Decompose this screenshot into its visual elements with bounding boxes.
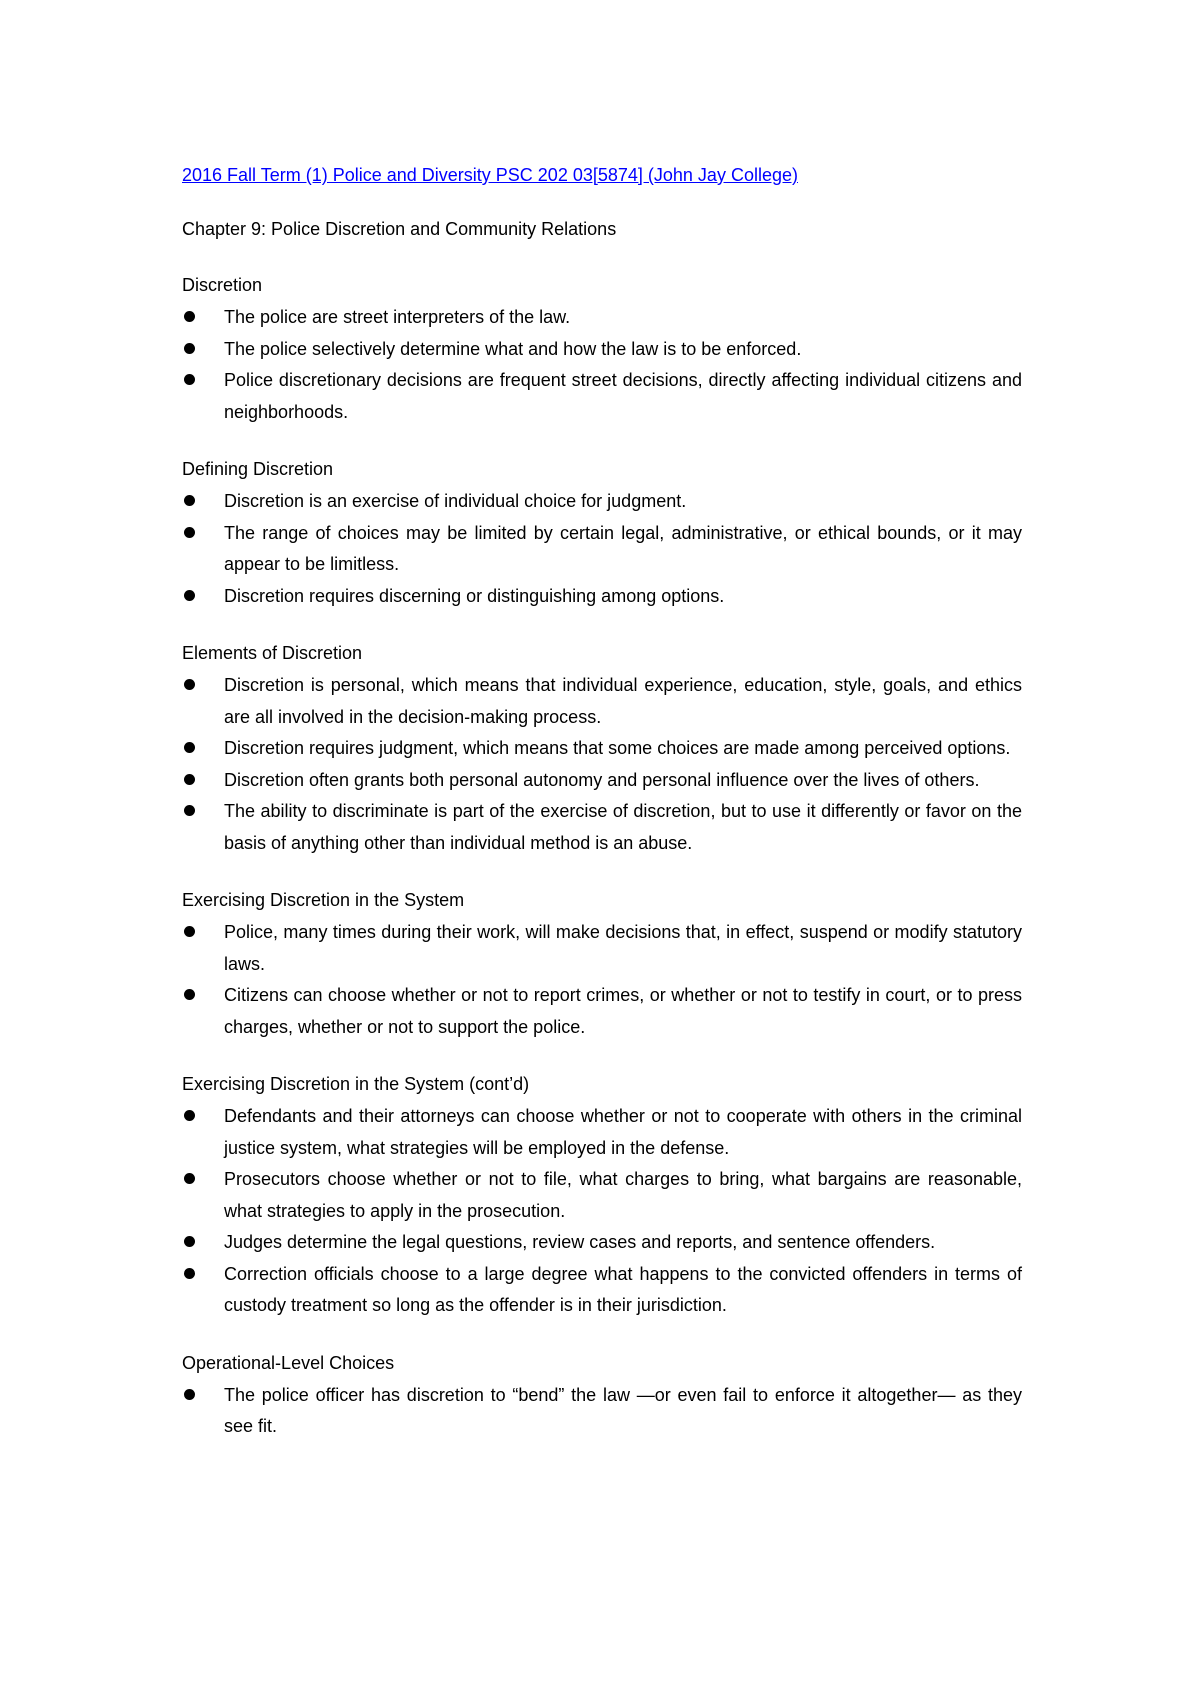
section-heading: Elements of Discretion — [182, 643, 363, 663]
bullet-icon — [184, 495, 195, 506]
list-item — [182, 1380, 1022, 1443]
bullet-list — [182, 1380, 1022, 1443]
bullet-list — [182, 917, 1022, 1043]
section-heading: Exercising Discretion in the System — [182, 890, 465, 910]
bullet-list — [182, 486, 1022, 612]
list-item-text: Citizens can choose whether or not to report crimes, or whether or not to testify in court, or to press charges, whether or not to support the police. — [224, 985, 1022, 1037]
list-item — [182, 486, 1022, 518]
list-item — [182, 365, 1022, 428]
bullet-icon — [184, 343, 195, 354]
bullet-icon — [184, 1236, 195, 1247]
list-item-text: Judges determine the legal questions, review cases and reports, and sentence offenders. — [224, 1232, 936, 1252]
list-item-text: The police officer has discretion to “bend” the law —or even fail to enforce it altogether— as they see fit. — [224, 1384, 1022, 1436]
bullet-list — [182, 302, 1022, 428]
list-item — [182, 670, 1022, 733]
list-item-text: Discretion requires discerning or distinguishing among options. — [224, 585, 725, 606]
list-item — [182, 917, 1022, 980]
bullet-icon — [184, 1268, 195, 1279]
bullet-icon — [184, 311, 195, 322]
bullet-icon — [184, 1173, 195, 1184]
list-item — [182, 765, 1022, 797]
list-item-text: The ability to discriminate is part of the exercise of discretion, but to use it differently or favor on the basis of anything other than individual method is an abuse. — [224, 801, 1022, 853]
section-heading: Discretion — [182, 275, 263, 295]
bullet-icon — [184, 1110, 195, 1121]
list-item-text: Police discretionary decisions are frequent street decisions, directly affecting individual citizens and neighborhoods. — [224, 370, 1022, 422]
section-elements-of-discretion — [182, 642, 1022, 859]
list-item — [182, 581, 1022, 613]
list-item — [182, 1259, 1022, 1322]
list-item-text: Discretion often grants both personal autonomy and personal influence over the lives of others. — [224, 769, 980, 790]
chapter-title: Chapter 9: Police Discretion and Community Relations — [182, 219, 617, 239]
bullet-icon — [184, 742, 195, 753]
section-heading: Operational-Level Choices — [182, 1352, 395, 1373]
list-item-text: Discretion requires judgment, which means that some choices are made among perceived options. — [224, 738, 1011, 758]
section-heading: Exercising Discretion in the System (cont’d) — [182, 1074, 530, 1094]
bullet-icon — [184, 1389, 195, 1400]
list-item — [182, 980, 1022, 1043]
bullet-icon — [184, 774, 195, 785]
list-item — [182, 518, 1022, 581]
section-exercising-discretion-contd — [182, 1073, 1022, 1322]
list-item-text: Discretion is an exercise of individual choice for judgment. — [224, 491, 687, 511]
list-item-text: The range of choices may be limited by certain legal, administrative, or ethical bounds, or it may appear to be limitless. — [224, 522, 1022, 574]
bullet-icon — [184, 590, 195, 601]
list-item — [182, 302, 1022, 334]
list-item-text: Prosecutors choose whether or not to file, what charges to bring, what bargains are reasonable, what strategies to apply in the prosecution. — [224, 1169, 1022, 1221]
document-page — [182, 164, 1022, 1473]
section-discretion — [182, 274, 1022, 428]
section-heading: Defining Discretion — [182, 459, 334, 479]
list-item-text: Defendants and their attorneys can choose whether or not to cooperate with others in the criminal justice system, what strategies will be employed in the defense. — [224, 1106, 1022, 1158]
bullet-list — [182, 1101, 1022, 1322]
section-defining-discretion — [182, 458, 1022, 612]
list-item-text: Police, many times during their work, will make decisions that, in effect, suspend or modify statutory laws. — [224, 922, 1022, 974]
course-link[interactable]: 2016 Fall Term (1) Police and Diversity PSC 202 03[5874] (John Jay College) — [182, 165, 798, 185]
bullet-icon — [184, 989, 195, 1000]
list-item-text: The police selectively determine what and how the law is to be enforced. — [224, 338, 802, 359]
bullet-icon — [184, 527, 195, 538]
list-item — [182, 1164, 1022, 1227]
section-operational-level-choices — [182, 1352, 1022, 1443]
list-item — [182, 733, 1022, 765]
bullet-icon — [184, 805, 195, 816]
list-item — [182, 796, 1022, 859]
bullet-list — [182, 670, 1022, 859]
section-exercising-discretion — [182, 889, 1022, 1043]
list-item-text: Correction officials choose to a large degree what happens to the convicted offenders in terms of custody treatment so long as the offender is in their jurisdiction. — [224, 1263, 1022, 1315]
list-item-text: The police are street interpreters of the law. — [224, 307, 571, 327]
list-item-text: Discretion is personal, which means that individual experience, education, style, goals, and ethics are all involved in the decision-making process. — [224, 675, 1022, 727]
list-item — [182, 1101, 1022, 1164]
bullet-icon — [184, 374, 195, 385]
list-item — [182, 1227, 1022, 1259]
list-item — [182, 334, 1022, 366]
bullet-icon — [184, 679, 195, 690]
bullet-icon — [184, 926, 195, 937]
